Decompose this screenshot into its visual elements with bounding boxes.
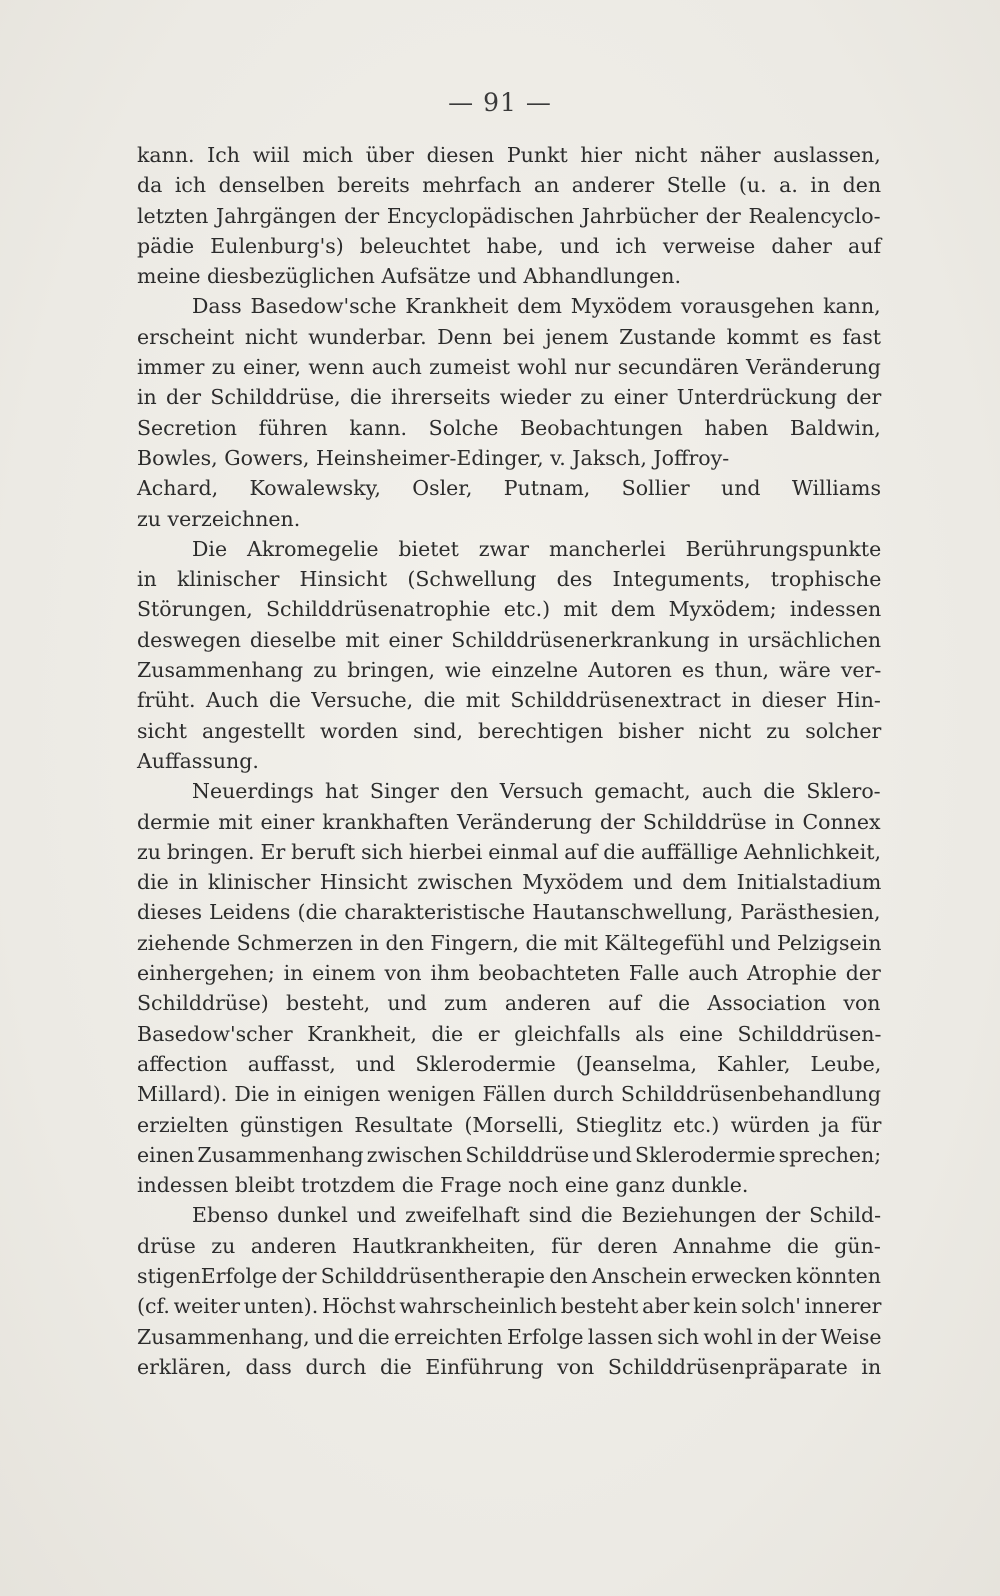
page-number: — 91 —	[448, 88, 552, 117]
text-line: einhergehen; in einem von ihm beobachteten Falle auch Atrophie der	[137, 961, 881, 986]
text-line: Millard). Die in einigen wenigen Fällen durch Schilddrüsenbehandlung	[137, 1082, 881, 1107]
text-line: einen Zusammenhang zwischen Schilddrüse und Sklerodermie sprechen;	[137, 1142, 882, 1167]
text-line: zu bringen. Er beruft sich hierbei einmal auf die auffällige Aehnlichkeit,	[137, 839, 882, 864]
text-line: zu verzeichnen.	[137, 506, 301, 531]
text-line: Auffassung.	[137, 748, 259, 773]
text-line: pädie Eulenburg's) beleuchtet habe, und ich verweise daher auf	[137, 233, 882, 258]
text-line: stigenErfolge der Schilddrüsentherapie den Anschein erwecken könnten	[137, 1263, 881, 1288]
text-line: Zusammenhang, und die erreichten Erfolge lassen sich wohl in der Weise	[137, 1324, 882, 1349]
text-line: dermie mit einer krankhaften Veränderung der Schilddrüse in Connex	[137, 809, 881, 834]
text-line: Störungen, Schilddrüsenatrophie etc.) mit dem Myxödem; indessen	[137, 597, 882, 622]
text-line: die in klinischer Hinsicht zwischen Myxödem und dem Initialstadium	[137, 870, 882, 895]
text-line: Zusammenhang zu bringen, wie einzelne Autoren es thun, wäre ver-	[137, 658, 882, 683]
text-line: Schilddrüse) besteht, und zum anderen auf die Association von	[137, 991, 881, 1016]
text-line: Bowles, Gowers, Heinsheimer-Edinger, v. Jaksch, Joffroy-	[137, 445, 730, 470]
text-line: letzten Jahrgängen der Encyclopädischen Jahrbücher der Realencyclo-	[137, 203, 881, 228]
text-line: Ebenso dunkel und zweifelhaft sind die Beziehungen der Schild-	[192, 1203, 882, 1228]
text-line: ziehende Schmerzen in den Fingern, die mit Kältegefühl und Pelzigsein	[137, 930, 882, 955]
text-line: früht. Auch die Versuche, die mit Schilddrüsenextract in dieser Hin-	[137, 688, 881, 713]
text-line: affection auffasst, und Sklerodermie (Jeanselma, Kahler, Leube,	[137, 1051, 882, 1076]
text-line: indessen bleibt trotzdem die Frage noch eine ganz dunkle.	[137, 1173, 749, 1198]
text-line: Achard, Kowalewsky, Osler, Putnam, Sollier und Williams	[137, 476, 882, 501]
text-line: deswegen dieselbe mit einer Schilddrüsenerkrankung in ursächlichen	[137, 627, 882, 652]
text-line: in der Schilddrüse, die ihrerseits wieder zu einer Unterdrückung der	[137, 385, 882, 410]
text-line: erklären, dass durch die Einführung von Schilddrüsenpräparate in	[137, 1354, 882, 1379]
text-line: Die Akromegelie bietet zwar mancherlei Berührungspunkte	[192, 536, 882, 561]
text-line: da ich denselben bereits mehrfach an anderer Stelle (u. a. in den	[137, 173, 882, 198]
text-line: drüse zu anderen Hautkrankheiten, für deren Annahme die gün-	[137, 1233, 881, 1258]
text-line: erzielten günstigen Resultate (Morselli, Stieglitz etc.) würden ja für	[137, 1112, 882, 1137]
text-line: Secretion führen kann. Solche Beobachtungen haben Baldwin,	[137, 415, 881, 440]
text-line: Dass Basedow'sche Krankheit dem Myxödem vorausgehen kann,	[192, 294, 881, 319]
text-line: meine diesbezüglichen Aufsätze und Abhandlungen.	[137, 264, 682, 289]
text-line: Basedow'scher Krankheit, die er gleichfalls als eine Schilddrüsen-	[137, 1021, 882, 1046]
text-line: in klinischer Hinsicht (Schwellung des Integuments, trophische	[137, 567, 882, 592]
text-line: immer zu einer, wenn auch zumeist wohl nur secundären Veränderung	[137, 355, 881, 380]
text-line: dieses Leidens (die charakteristische Hautanschwellung, Parästhesien,	[137, 900, 881, 925]
text-line: sicht angestellt worden sind, berechtigen bisher nicht zu solcher	[137, 718, 882, 743]
text-line: erscheint nicht wunderbar. Denn bei jenem Zustande kommt es fast	[137, 324, 882, 349]
body-text	[137, 140, 881, 1382]
text-line: (cf. weiter unten). Höchst wahrscheinlich besteht aber kein solch' innerer	[137, 1294, 882, 1319]
text-line: kann. Ich wiil mich über diesen Punkt hier nicht näher auslassen,	[137, 143, 881, 167]
text-line: Neuerdings hat Singer den Versuch gemacht, auch die Sklero-	[192, 779, 881, 804]
